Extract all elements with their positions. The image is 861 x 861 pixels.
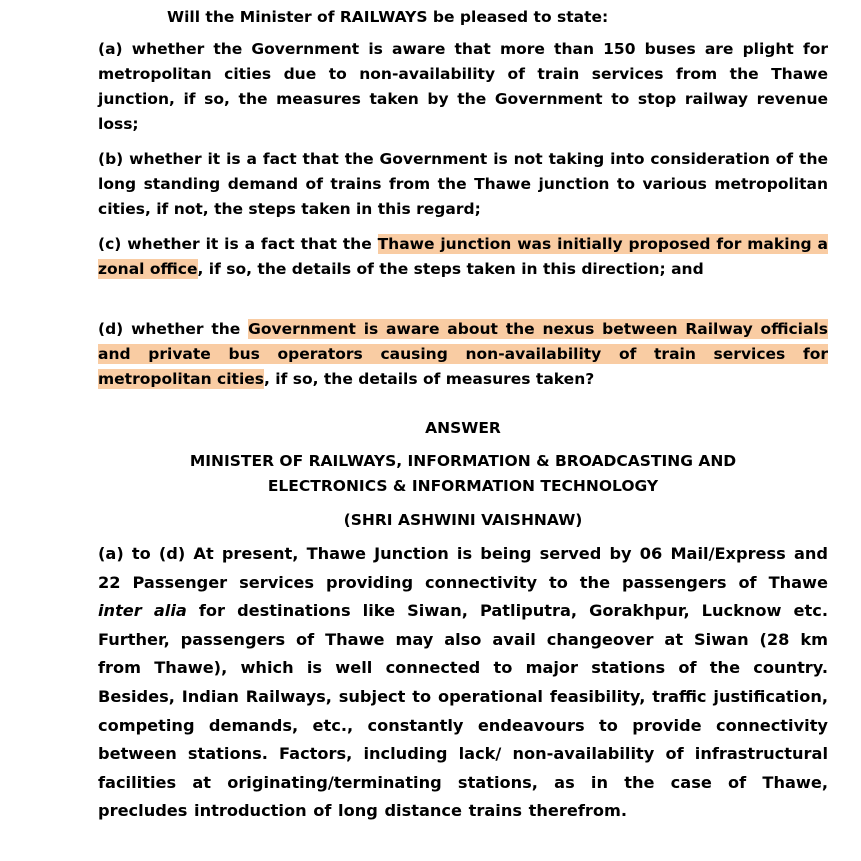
answer-italic-text: inter alia xyxy=(98,601,187,621)
question-part-c-text-end: , if so, the details of the steps taken in this direction; and xyxy=(197,260,704,278)
minister-title-line1: MINISTER OF RAILWAYS, INFORMATION & BROADCASTING AND xyxy=(189,452,737,470)
question-part-c xyxy=(98,232,828,282)
question-intro: Will the Minister of RAILWAYS be pleased to state: xyxy=(167,8,609,26)
highlighted-text: Thawe junction was initially proposed for making a zonal office xyxy=(98,235,828,278)
answer-text-end: for destinations like Siwan, Patliputra, Gorakhpur, Lucknow etc. Further, passengers of Thawe may also avail changeover at Siwan (28 km from Thawe), which is well connected to major stations of the country. Besides, Indian Railways, subject to operational feasibility, traffic justification, competing demands, etc., constantly endeavours to provide connectivity between stations. Factors, including lack/ non-availability of infrastructural facilities at originating/terminating stations, as in the case of Thawe, precludes introduction of long distance trains therefrom. xyxy=(98,601,828,821)
highlighted-text: Government is aware about the nexus between Railway officials and private bus operators causing non-availability of train services for metropolitan cities xyxy=(98,320,828,388)
minister-name: (SHRI ASHWINI VAISHNAW) xyxy=(343,511,583,529)
answer-heading: ANSWER xyxy=(425,419,501,437)
answer-text: (a) to (d) At present, Thawe Junction is being served by 06 Mail/Express and 22 Passenger services providing connectivity to the passengers of Thawe xyxy=(98,544,828,592)
question-part-c-text: (c) whether it is a fact that the xyxy=(98,235,378,253)
minister-title-line2: ELECTRONICS & INFORMATION TECHNOLOGY xyxy=(267,477,659,495)
question-part-d-text-end: , if so, the details of measures taken? xyxy=(264,370,595,388)
question-part-d-text: (d) whether the xyxy=(98,320,249,338)
question-part-d xyxy=(98,317,828,392)
answer-body xyxy=(98,540,828,826)
question-part-a: (a) whether the Government is aware that more than 150 buses are plight for metropolitan cities due to non-availability of train services from the Thawe junction, if so, the measures taken by the Government to stop railway revenue loss; xyxy=(98,40,828,133)
question-part-b: (b) whether it is a fact that the Government is not taking into consideration of the long standing demand of trains from the Thawe junction to various metropolitan cities, if not, the steps taken in this regard; xyxy=(98,150,828,218)
